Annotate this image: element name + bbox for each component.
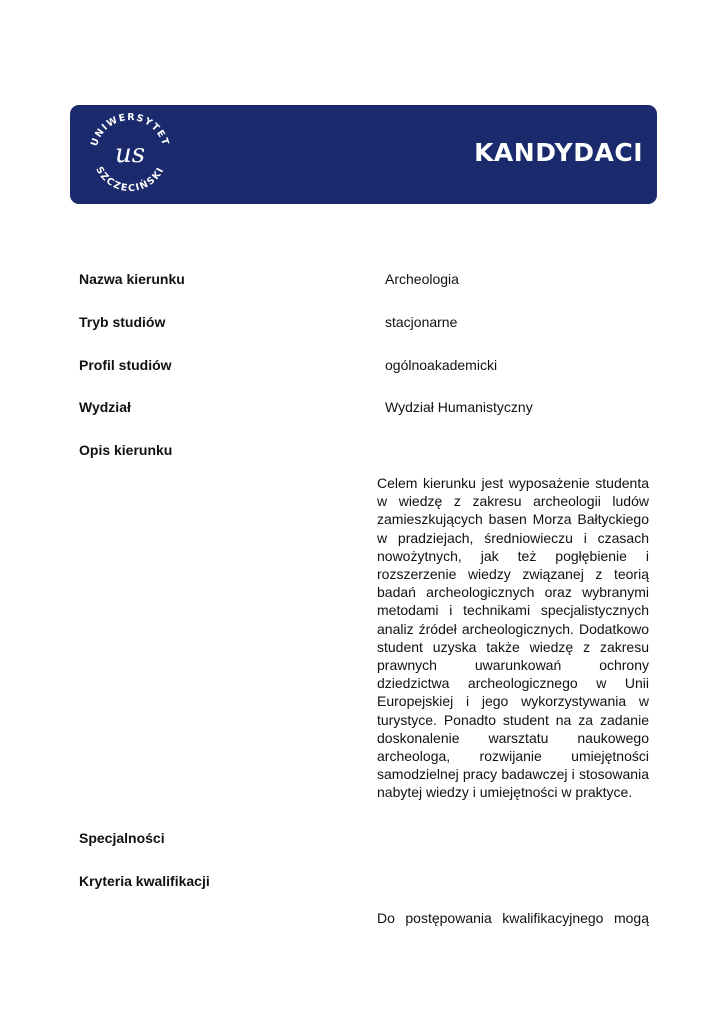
label-study-profile: Profil studiów: [79, 357, 172, 373]
label-faculty: Wydział: [79, 399, 131, 415]
label-study-mode: Tryb studiów: [79, 314, 166, 330]
criteria-text: Do postępowania kwalifikacyjnego mogą: [377, 910, 649, 926]
svg-text:SZCZECIŃSKI: [93, 165, 166, 194]
value-program-name: Archeologia: [385, 271, 459, 287]
logo-text-bottom: SZCZECIŃSKI: [93, 164, 167, 195]
label-program-name: Nazwa kierunku: [79, 271, 185, 287]
value-faculty: Wydział Humanistyczny: [385, 399, 533, 415]
header-banner: [70, 105, 657, 204]
university-logo: [84, 108, 176, 200]
value-study-mode: stacjonarne: [385, 314, 458, 330]
label-description: Opis kierunku: [79, 442, 173, 458]
logo-mark: us: [114, 139, 146, 169]
label-admission-criteria: Kryteria kwalifikacji: [79, 873, 210, 889]
value-study-profile: ogólnoakademicki: [385, 357, 498, 373]
label-specializations: Specjalności: [79, 830, 165, 846]
logo-text-top: UNIWERSYTET: [88, 111, 172, 148]
page-title: KANDYDACI: [474, 138, 643, 167]
description-text: Celem kierunku jest wyposażenie studenta w wiedzę z zakresu archeologii ludów zamieszkujących basen Morza Bałtyckiego w pradziejach, średniowieczu i czasach nowożytnych, jak też pogłębienie i rozszerzenie wiedzy związanej z teorią badań archeologicznych oraz wybranymi metodami i technikami specjalistycznych analiz źródeł archeologicznych. Dodatkowo student uzyska także wiedzę z zakresu prawnych uwarunkowań ochrony dziedzictwa archeologicznego w Unii Europejskiej i jego wykorzystywania w turystyce. Ponadto student na za zadanie doskonalenie warsztatu naukowego archeologa, rozwijanie umiejętności samodzielnej pracy badawczej i stosowania nabytej wiedzy i umiejętności w praktyce.: [377, 475, 649, 801]
